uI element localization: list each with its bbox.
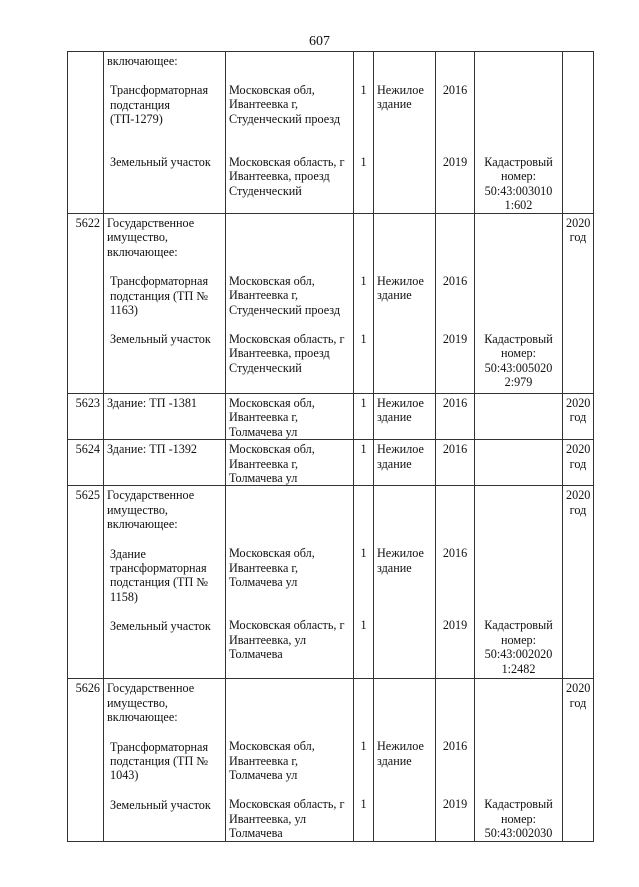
item-note [478, 83, 559, 155]
item-quantity: 1 [360, 332, 367, 346]
type-cell [374, 486, 436, 679]
note-cell [475, 394, 563, 440]
item-type: Нежилое здание [377, 83, 424, 112]
table-row [68, 52, 594, 214]
item-note: Кадастровый номер: 50:43:003010 1:602 [484, 155, 553, 213]
type-cell [374, 679, 436, 841]
item-note: Кадастровый номер: 50:43:005020 2:979 [484, 332, 553, 390]
group-heading: Государственное имущество, включающее: [107, 216, 195, 259]
year-cell [436, 214, 475, 394]
property-name-cell [104, 679, 226, 841]
final-year-cell: 2020 год [563, 486, 594, 679]
item-quantity: 1 [360, 618, 367, 633]
table-row [68, 679, 594, 841]
property-name-cell: Здание: ТП -1381 [104, 394, 226, 440]
item-address: Московская обл, Ивантеевка г, Толмачева ул [229, 739, 315, 783]
item-quantity: 1 [360, 83, 367, 97]
property-register-table [67, 51, 594, 842]
item-quantity: 1 [360, 797, 367, 812]
quantity-cell: 1 [354, 440, 374, 486]
address-cell [226, 679, 354, 841]
note-cell [475, 486, 563, 679]
item-note [478, 274, 559, 332]
table-row [68, 486, 594, 679]
item-year: 2019 [442, 797, 468, 812]
item-type: Нежилое здание [377, 274, 424, 303]
item-note [478, 546, 559, 618]
item-name: Земельный участок [110, 332, 211, 347]
final-year-cell: 2020 год [563, 440, 594, 486]
table-row [68, 394, 594, 440]
year-cell [436, 486, 475, 679]
item-name: Трансформаторная подстанция (ТП-1279) [110, 83, 209, 127]
quantity-cell: 1 [354, 394, 374, 440]
year-cell [436, 52, 475, 214]
item-year: 2016 [442, 546, 468, 561]
final-year-cell: 2020 год [563, 214, 594, 394]
item-name: Трансформаторная подстанция (ТП № 1043) [110, 739, 209, 783]
item-name: Земельный участок [110, 797, 211, 812]
final-year-cell [563, 52, 594, 214]
quantity-cell [354, 214, 374, 394]
row-number: 5622 [68, 214, 104, 394]
item-note: Кадастровый номер: 50:43:002030 [484, 797, 553, 841]
item-address: Московская обл, Ивантеевка г, Студенческий проезд [229, 274, 341, 317]
item-name: Земельный участок [110, 155, 211, 170]
property-name-cell [104, 52, 226, 214]
item-address: Московская область, г Ивантеевка, проезд Студенческий [229, 155, 345, 198]
group-heading: Государственное имущество, включающее: [107, 488, 195, 532]
address-cell [226, 486, 354, 679]
item-name: Здание трансформаторная подстанция (ТП № 1158) [110, 546, 208, 604]
type-cell: Нежилое здание [374, 394, 436, 440]
item-note: Кадастровый номер: 50:43:002020 1:2482 [484, 618, 553, 676]
item-address: Московская обл, Ивантеевка г, Студенческий проезд [229, 83, 341, 126]
property-name-cell [104, 486, 226, 679]
item-type: Нежилое здание [377, 739, 424, 768]
item-name: Трансформаторная подстанция (ТП № 1163) [110, 274, 209, 318]
page-number: 607 [309, 34, 330, 49]
item-quantity: 1 [360, 274, 367, 288]
table-row [68, 214, 594, 394]
item-year: 2016 [442, 739, 468, 754]
item-year: 2016 [442, 83, 468, 97]
year-cell [436, 679, 475, 841]
note-cell [475, 679, 563, 841]
row-number: 5624 [68, 440, 104, 486]
row-number: 5625 [68, 486, 104, 679]
note-cell [475, 440, 563, 486]
item-address: Московская область, г Ивантеевка, ул Толмачева [229, 797, 345, 841]
group-heading: включающее: [107, 54, 178, 68]
property-name-cell: Здание: ТП -1392 [104, 440, 226, 486]
type-cell [374, 52, 436, 214]
item-year: 2019 [442, 618, 468, 633]
item-note [478, 739, 559, 797]
row-number: 5623 [68, 394, 104, 440]
table-row [68, 440, 594, 486]
item-quantity: 1 [360, 155, 367, 169]
address-cell [226, 214, 354, 394]
group-heading: Государственное имущество, включающее: [107, 681, 195, 725]
year-cell: 2016 [436, 394, 475, 440]
note-cell [475, 52, 563, 214]
type-cell: Нежилое здание [374, 440, 436, 486]
item-year: 2019 [442, 332, 468, 346]
item-address: Московская область, г Ивантеевка, ул Толмачева [229, 618, 345, 662]
item-year: 2019 [442, 155, 468, 169]
final-year-cell: 2020 год [563, 394, 594, 440]
row-number: 5626 [68, 679, 104, 841]
item-address: Московская обл, Ивантеевка г, Толмачева ул [229, 546, 315, 590]
quantity-cell [354, 679, 374, 841]
item-address: Московская область, г Ивантеевка, проезд Студенческий [229, 332, 345, 375]
item-name: Земельный участок [110, 618, 211, 633]
note-cell [475, 214, 563, 394]
address-cell: Московская обл, Ивантеевка г, Толмачева ул [226, 440, 354, 486]
row-number [68, 52, 104, 214]
year-cell: 2016 [436, 440, 475, 486]
item-type: Нежилое здание [377, 546, 424, 575]
type-cell [374, 214, 436, 394]
address-cell: Московская обл, Ивантеевка г, Толмачева ул [226, 394, 354, 440]
quantity-cell [354, 486, 374, 679]
property-name-cell [104, 214, 226, 394]
address-cell [226, 52, 354, 214]
item-quantity: 1 [360, 546, 367, 561]
quantity-cell [354, 52, 374, 214]
final-year-cell: 2020 год [563, 679, 594, 841]
item-quantity: 1 [360, 739, 367, 754]
item-year: 2016 [442, 274, 468, 288]
